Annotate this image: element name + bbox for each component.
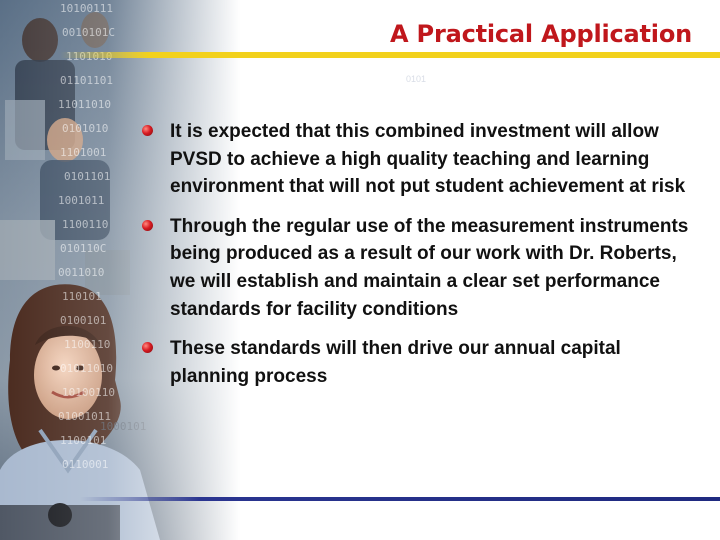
- bottom-rule: [0, 497, 720, 501]
- faint-binary-mark: 0101: [406, 74, 427, 84]
- bullet-text: Through the regular use of the measurement instruments being produced as a result of our work with Dr. Roberts, we will establish and maintain a clear set performance standards for facility conditions: [170, 215, 689, 320]
- red-bullet-icon: [142, 220, 153, 231]
- bullet-text: These standards will then drive our annual capital planning process: [170, 338, 621, 387]
- bullet-item: [142, 213, 702, 323]
- bullet-text: It is expected that this combined investment will allow PVSD to achieve a high quality teaching and learning environment that will not put student achievement at risk: [170, 121, 686, 198]
- bullet-item: [142, 118, 702, 201]
- red-bullet-icon: [142, 342, 153, 353]
- title-rule: [0, 52, 720, 58]
- bullet-item: [142, 335, 702, 390]
- slide-title: A Practical Application: [390, 20, 692, 48]
- bullet-list: [142, 118, 702, 402]
- red-bullet-icon: [142, 125, 153, 136]
